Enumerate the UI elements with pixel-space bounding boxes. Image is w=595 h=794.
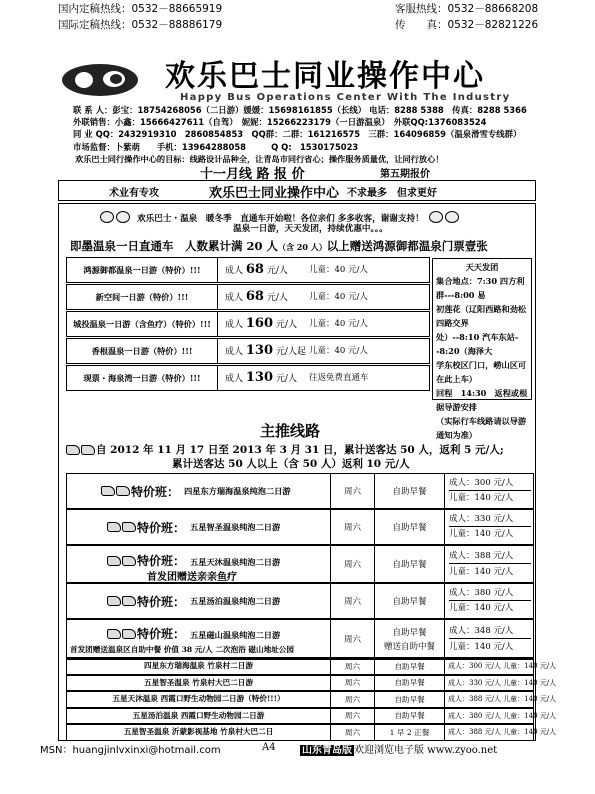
logo-mark xyxy=(60,62,140,98)
route-meal: 1 早 2 正餐 xyxy=(389,727,430,737)
adult-unit: 元/人 xyxy=(275,374,297,384)
route-name: 五星智圣温泉 竹泉村大巴二日游 xyxy=(144,677,253,687)
hot-spring-name: 城投温泉一日游（含鱼疗）（特价）!!! xyxy=(67,312,218,336)
promo-headline-b: （含 20 人） xyxy=(278,242,327,252)
banner-middle: 欢乐巴士同业操作中心 xyxy=(209,186,340,201)
adult-label: 成人 xyxy=(225,320,244,330)
intl-hotline: 国际定稿热线：0532－88886179 xyxy=(58,19,223,31)
adult-price: 68 xyxy=(245,262,264,277)
promo-headline xyxy=(70,238,488,254)
main-routes-promo-1-wrap xyxy=(66,442,504,457)
hot-spring-name: 鸿源御都温泉一日游（特价）!!! xyxy=(67,258,218,282)
adult-price: 130 xyxy=(245,370,274,385)
hot-spring-row xyxy=(66,284,430,310)
route-day: 周六 xyxy=(344,678,361,688)
logo-subtitle: Happy Bus Operations Center With The Industry xyxy=(180,92,511,103)
hot-spring-name: 香根温泉一日游（特价）!!! xyxy=(67,339,218,363)
route-day: 周六 xyxy=(344,661,361,671)
adult-unit: 元/人 xyxy=(266,266,288,276)
adult-label: 成人 xyxy=(225,293,244,303)
footer-msn: MSN：huangjinlvxinxi@hotmail.com xyxy=(40,745,221,756)
hot-spring-row xyxy=(66,311,430,337)
smiley-icon xyxy=(100,211,114,223)
special-label: 特价班： xyxy=(137,627,186,641)
quote-title: 十一月线 路 报 价 xyxy=(200,167,305,182)
contact-line-3: 同 业 QQ：2432919310 2860854853 QQ群：二群：161216575 三群：164096859（温泉滑雪专线群） xyxy=(73,129,522,139)
child-price: 儿童：40 元/人 xyxy=(309,292,368,302)
service-hotline: 客服热线：0532－88668208 xyxy=(395,3,539,15)
thumbs-up-icon xyxy=(107,522,121,532)
adult-price: 成人：300 元/人 xyxy=(448,662,501,671)
adult-unit: 元/人 xyxy=(266,293,288,303)
issue-number: 第五期报价 xyxy=(380,169,430,180)
route-day: 周六 xyxy=(343,523,361,533)
special-label: 特价班： xyxy=(137,554,186,568)
thumbs-up-icon xyxy=(122,596,136,606)
route-extra: 首发团赠送温泉区自助中餐 价值 38 元/人 二次泡浴 磁山地址公园 xyxy=(70,645,294,654)
hot-spring-row xyxy=(66,338,430,364)
adult-label: 成人 xyxy=(225,266,244,276)
child-price: 儿童：140 元/人 xyxy=(503,695,557,704)
smiley-icon xyxy=(116,211,130,223)
adult-price: 成人：330 元/人 xyxy=(449,512,531,527)
thumbs-up-icon xyxy=(122,522,136,532)
route-meal: 自助早餐 xyxy=(392,597,427,607)
hot-spring-name: 现票・海泉湾一日游（特价）!!! xyxy=(67,366,218,390)
route-day: 周六 xyxy=(344,694,361,704)
route-name: 五星天沐温泉纯泡二日游 xyxy=(190,557,281,567)
adult-price: 130 xyxy=(245,343,274,358)
route-row xyxy=(66,691,557,708)
schedule-line: 回程 14:30 返程或根据导游安排 xyxy=(436,388,528,412)
thumbs-up-icon xyxy=(116,486,130,496)
adult-price: 成人：348 元/人 xyxy=(449,624,531,639)
route-row xyxy=(66,619,534,658)
child-price: 儿童：140 元/人 xyxy=(503,711,557,720)
child-price: 儿童：40 元/人 xyxy=(309,346,368,356)
child-price: 儿童：140 元/人 xyxy=(503,678,557,687)
route-name: 五星汤泊温泉纯泡二日游 xyxy=(190,595,281,606)
thumbs-up-icon xyxy=(107,596,121,606)
adult-price: 成人：330 元/人 xyxy=(448,678,501,687)
promo-line-2: 温泉一日游，天天发团，持续优惠中。。。 xyxy=(233,224,388,234)
adult-price: 成人：388 元/人 xyxy=(449,549,531,564)
adult-label: 成人 xyxy=(225,347,244,357)
adult-price: 成人：388 元/人 xyxy=(448,728,501,737)
route-name: 五星智圣温泉纯泡二日游 xyxy=(190,521,281,532)
adult-price: 成人：300 元/人 xyxy=(449,476,531,491)
thumbs-up-icon xyxy=(107,556,121,566)
child-price: 儿童：140 元/人 xyxy=(503,728,557,737)
special-label: 特价班： xyxy=(137,594,186,609)
route-extra: 竹泉村大巴二日 xyxy=(220,727,274,737)
main-routes-promo-1: 自 2012 年 11 月 17 日至 2013 年 3 月 31 日，累计送客达 50 人，返利 5 元/人; xyxy=(96,444,504,456)
hot-spring-name: 新空间一日游（特价）!!! xyxy=(67,285,218,309)
route-meal: 自助早餐 xyxy=(394,711,425,721)
fax-number: 传 真：0532－82821226 xyxy=(395,19,539,31)
thumbs-up-icon xyxy=(122,629,136,639)
footer-welcome: 欢迎浏览电子版 www.zyoo.net xyxy=(354,745,498,756)
route-row xyxy=(66,724,557,741)
route-day: 周六 xyxy=(343,634,361,645)
banner-right: 不求最多 但求更好 xyxy=(347,188,437,199)
route-meal: 自助早餐 xyxy=(394,694,425,704)
route-day: 周六 xyxy=(343,487,361,497)
route-meal: 自助早餐 xyxy=(392,628,427,638)
route-name: 五星智圣温泉 沂蒙影视基地 xyxy=(123,727,218,737)
logo-title: 欢乐巴士同业操作中心 xyxy=(165,59,485,94)
promo-line-1: 欢乐巴士・温泉 暖冬季 直通车开始啦！各位亲们 多多收客，谢谢支持！ xyxy=(137,214,424,224)
child-price: 往返免费直通车 xyxy=(309,373,369,383)
adult-price: 68 xyxy=(245,289,264,304)
route-day: 周六 xyxy=(344,711,361,721)
domestic-hotline: 国内定稿热线：0532－88665919 xyxy=(58,3,223,15)
route-meal: 自助早餐 xyxy=(392,523,427,533)
route-row xyxy=(66,473,534,509)
adult-unit: 元/人起 xyxy=(275,347,306,357)
promo-headline-c: 以上赠送鸿源御都温泉门票壹张 xyxy=(326,239,488,253)
route-name: 四星东方瑞海温泉 竹泉村二日游 xyxy=(144,661,253,671)
main-routes-promo-2: 累计送客达 50 人以上（含 50 人）返利 10 元/人 xyxy=(172,458,410,470)
thumbs-up-icon xyxy=(66,445,80,455)
thumbs-up-icon xyxy=(81,445,95,455)
contact-line-2: 外联销售：小鑫：15666427611（自驾） 妮妮：15266223179（一日游温泉） 外联QQ:1376083524 xyxy=(73,117,487,127)
child-price: 儿童：40 元/人 xyxy=(309,265,368,275)
banner xyxy=(58,180,536,201)
child-price: 儿童：140 元/人 xyxy=(449,529,514,539)
slogan: 欢乐巴士同行操作中心的目标：线路设计品种全，让青岛市同行省心；操作服务质量优，让同行放心！ xyxy=(75,154,444,164)
adult-price: 成人：388 元/人 xyxy=(448,695,501,704)
footer-brand: 山东青岛版 xyxy=(302,745,352,756)
route-row xyxy=(66,675,557,692)
route-meal: 自助早餐 xyxy=(392,487,427,497)
contact-line-1: 联 系 人：彭宝：18754268056（二日游）媛媛：15698161855（长线） 电话：8288 5388 传真：8288 5366 xyxy=(73,105,527,115)
schedule-line: 学东校区门口，崂山区可在此上车） xyxy=(436,360,527,384)
smiley-icon xyxy=(445,211,459,223)
smiley-icon xyxy=(429,211,443,223)
adult-label: 成人 xyxy=(225,374,244,384)
promo-headline-a: 即墨温泉一日直通车 人数累计满 20 人 xyxy=(70,239,279,253)
route-name: 五星汤泊温泉 西霞口野生动物园二日游 xyxy=(132,710,265,720)
schedule-line: 处）--8:10 汽车东站--8:20（海泽大 xyxy=(436,332,519,356)
schedule-title: 天天发团 xyxy=(465,262,499,272)
schedule-line: 集合地点：7:30 四方利群---8:00 易 xyxy=(436,276,525,300)
route-meal: 自助早餐 xyxy=(392,560,427,570)
route-extra: 首发团赠送亲亲鱼疗 xyxy=(147,572,237,583)
route-meal: 自助早餐 xyxy=(394,678,425,688)
main-routes-title: 主推线路 xyxy=(260,422,321,440)
special-label: 特价班： xyxy=(131,484,180,499)
route-row xyxy=(66,509,534,545)
schedule-line: （实际行车线路请以导游通知为准） xyxy=(436,416,527,440)
route-row xyxy=(66,583,534,619)
schedule-box xyxy=(432,258,532,440)
thumbs-up-icon xyxy=(101,486,115,496)
route-name: 四星东方瑞海温泉纯泡二日游 xyxy=(184,485,291,496)
adult-price: 成人：380 元/人 xyxy=(448,711,501,720)
route-name: 五星天沐温泉 西霞口野生动物园二日游（特价!!!） xyxy=(112,694,285,704)
child-price: 儿童：140 元/人 xyxy=(449,567,514,577)
adult-unit: 元/人 xyxy=(275,320,297,330)
route-row xyxy=(66,708,557,725)
adult-price: 160 xyxy=(245,316,274,331)
banner-left: 术业有专攻 xyxy=(109,188,159,199)
hot-spring-row xyxy=(66,365,430,391)
route-row xyxy=(66,658,557,675)
adult-price: 成人：380 元/人 xyxy=(449,586,531,601)
contact-line-4: 市场监督：卜紫萌 手机：13964288058 Q Q: 1530175023 xyxy=(73,142,359,152)
route-day: 周六 xyxy=(343,560,361,570)
route-day: 周六 xyxy=(343,597,361,607)
hot-spring-row xyxy=(66,257,430,283)
thumbs-up-icon xyxy=(122,556,136,566)
child-price: 儿童：140 元/人 xyxy=(449,642,514,652)
route-name: 五星磁山温泉纯泡二日游 xyxy=(190,630,281,640)
child-price: 儿童：40 元/人 xyxy=(309,319,368,329)
route-day: 周六 xyxy=(344,727,361,737)
route-meal-extra: 赠送自助中餐 xyxy=(383,642,435,652)
child-price: 儿童：140 元/人 xyxy=(503,662,557,671)
page-number: A4 xyxy=(262,742,276,753)
thumbs-up-icon xyxy=(107,629,121,639)
schedule-line: 初莲花（辽阳西路和劲松四路交界 xyxy=(436,304,527,328)
child-price: 儿童：140 元/人 xyxy=(449,493,514,503)
special-label: 特价班： xyxy=(137,520,186,535)
child-price: 儿童：140 元/人 xyxy=(449,603,514,613)
footer-right xyxy=(300,741,497,756)
route-row xyxy=(66,545,534,583)
route-meal: 自助早餐 xyxy=(394,661,425,671)
